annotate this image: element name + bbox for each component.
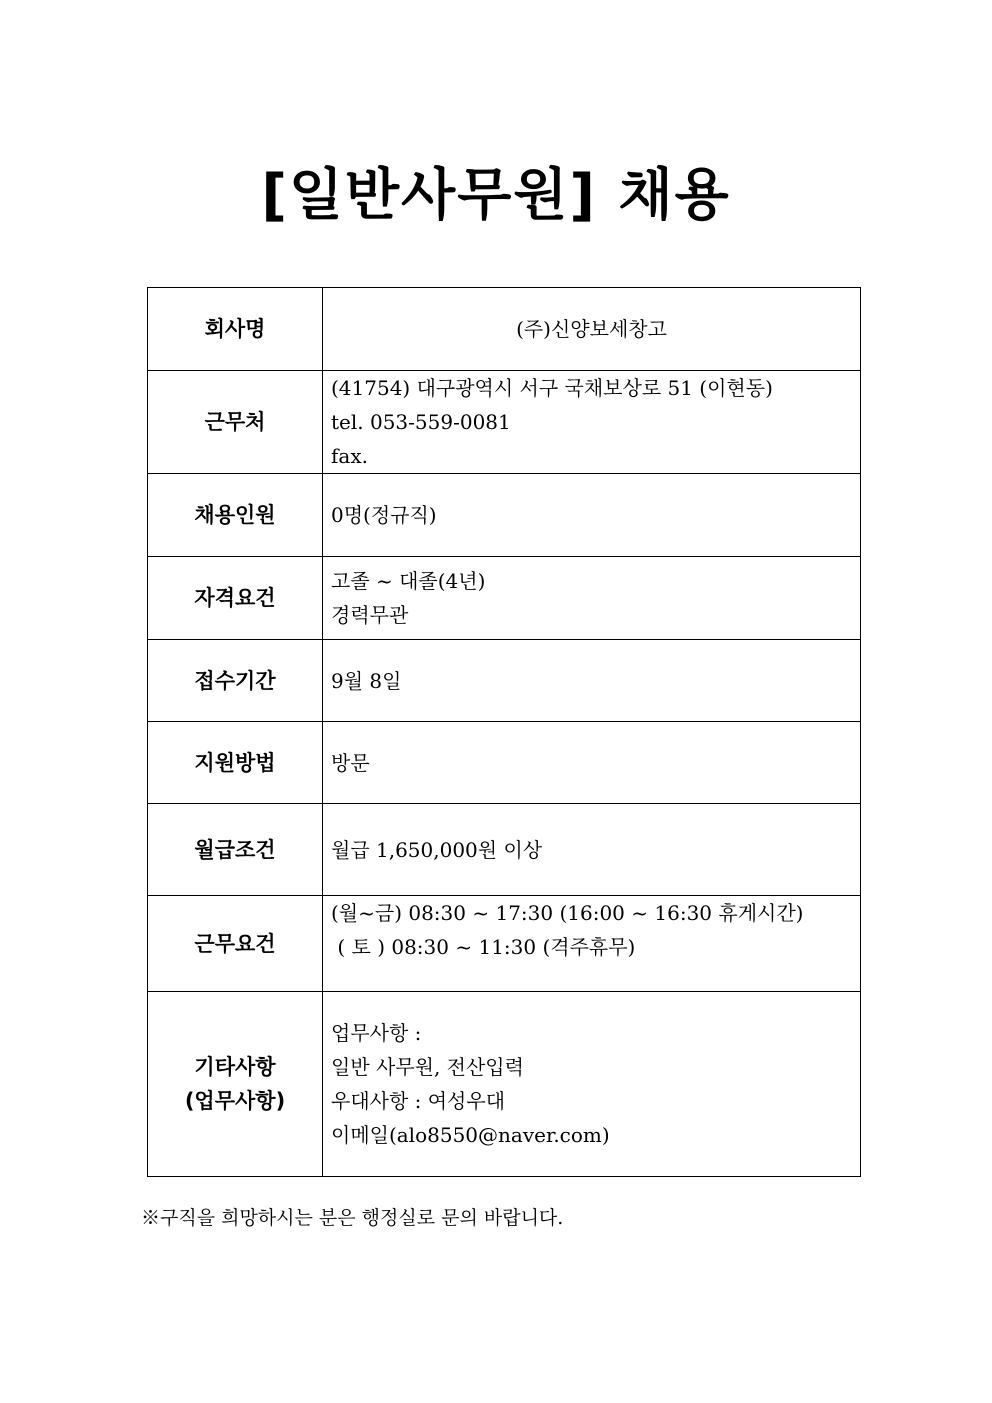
- row-label-qualification: 자격요건: [148, 557, 323, 640]
- row-label-period: 접수기간: [148, 640, 323, 722]
- row-label-headcount: 채용인원: [148, 474, 323, 557]
- footer-note: ※구직을 희망하시는 분은 행정실로 문의 바랍니다.: [141, 1207, 564, 1229]
- table-row: [148, 371, 861, 474]
- table-row: [148, 288, 861, 371]
- table-row: [148, 992, 861, 1177]
- preference-text: 우대사항 : 여성우대: [331, 1089, 506, 1113]
- email-text: 이메일(alo8550@naver.com): [331, 1123, 610, 1147]
- other-label-line-1: 기타사항: [194, 1055, 276, 1079]
- row-label-method: 지원방법: [148, 722, 323, 804]
- experience-text: 경력무관: [331, 603, 409, 627]
- row-label-workplace: 근무처: [148, 371, 323, 474]
- row-value-qualification: [323, 557, 861, 640]
- headcount-text: 0명(정규직): [331, 503, 437, 527]
- fax-line: fax.: [331, 444, 368, 468]
- education-text: 고졸 ~ 대졸(4년): [331, 569, 486, 593]
- salary-text: 월급 1,650,000원 이상: [331, 837, 543, 862]
- method-text: 방문: [331, 750, 370, 775]
- tel-line: tel. 053-559-0081: [331, 410, 511, 434]
- job-posting-table: [147, 287, 861, 1177]
- row-label-company: 회사명: [148, 288, 323, 371]
- row-value-workplace: [323, 371, 861, 474]
- row-value-other: [323, 992, 861, 1177]
- address-line: (41754) 대구광역시 서구 국채보상로 51 (이현동): [331, 376, 773, 400]
- page-title: [일반사무원] 채용: [261, 163, 731, 228]
- duty-text: 일반 사무원, 전산입력: [331, 1055, 524, 1079]
- row-value-method: [323, 722, 861, 804]
- row-value-headcount: [323, 474, 861, 557]
- weekday-hours: (월~금) 08:30 ~ 17:30 (16:00 ~ 16:30 휴게시간): [331, 901, 804, 925]
- row-label-salary: 월급조건: [148, 804, 323, 896]
- table-row: [148, 896, 861, 992]
- period-text: 9월 8일: [331, 668, 402, 693]
- table-row: [148, 557, 861, 640]
- row-value-hours: [323, 896, 861, 992]
- table-row: [148, 804, 861, 896]
- row-value-company: [323, 288, 861, 371]
- other-label-line-2: (업무사항): [184, 1089, 286, 1113]
- table-row: [148, 474, 861, 557]
- row-label-hours: 근무요건: [148, 896, 323, 992]
- table-row: [148, 640, 861, 722]
- duty-heading: 업무사항 :: [331, 1021, 422, 1045]
- row-value-period: [323, 640, 861, 722]
- row-label-other: [148, 992, 323, 1177]
- row-value-salary: [323, 804, 861, 896]
- saturday-hours: ( 토 ) 08:30 ~ 11:30 (격주휴무): [331, 935, 636, 959]
- table-row: [148, 722, 861, 804]
- company-name: (주)신양보세창고: [516, 317, 667, 341]
